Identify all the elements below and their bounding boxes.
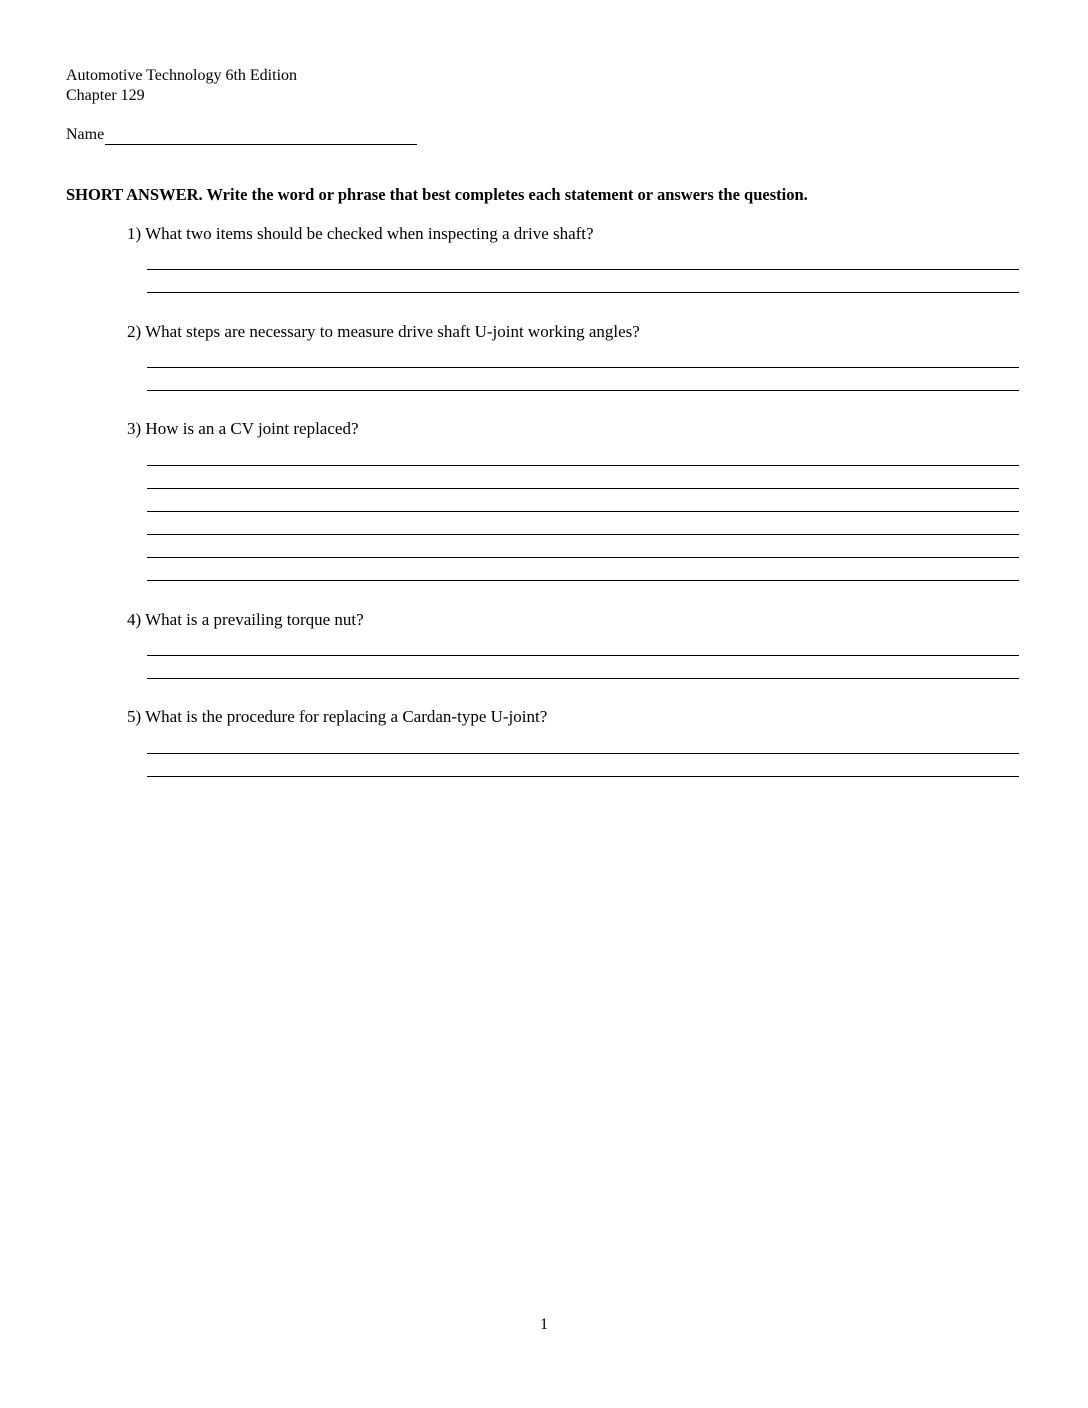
question-4: 4) What is a prevailing torque nut?	[127, 610, 364, 629]
answer-line[interactable]	[147, 580, 1019, 581]
chapter-label: Chapter 129	[66, 87, 145, 104]
answer-line[interactable]	[147, 753, 1019, 754]
book-title: Automotive Technology 6th Edition	[66, 67, 298, 84]
question-5: 5) What is the procedure for replacing a Cardan-type U-joint?	[127, 707, 548, 726]
answer-line[interactable]	[147, 269, 1019, 270]
name-blank-line[interactable]	[105, 126, 417, 145]
answer-line[interactable]	[147, 488, 1019, 489]
answer-line[interactable]	[147, 534, 1019, 535]
name-field-row	[66, 125, 417, 145]
answer-line[interactable]	[147, 511, 1019, 512]
question-2: 2) What steps are necessary to measure drive shaft U-joint working angles?	[127, 322, 640, 341]
name-label: Name	[66, 126, 105, 143]
question-1: 1) What two items should be checked when inspecting a drive shaft?	[127, 224, 594, 243]
answer-line[interactable]	[147, 776, 1019, 777]
answer-line[interactable]	[147, 678, 1019, 679]
answer-line[interactable]	[147, 367, 1019, 368]
page-number: 1	[540, 1316, 548, 1333]
answer-line[interactable]	[147, 390, 1019, 391]
question-3: 3) How is an a CV joint replaced?	[127, 419, 359, 438]
answer-line[interactable]	[147, 557, 1019, 558]
answer-line[interactable]	[147, 655, 1019, 656]
answer-line[interactable]	[147, 465, 1019, 466]
answer-line[interactable]	[147, 292, 1019, 293]
instructions: SHORT ANSWER. Write the word or phrase that best completes each statement or answers the question.	[66, 185, 808, 204]
